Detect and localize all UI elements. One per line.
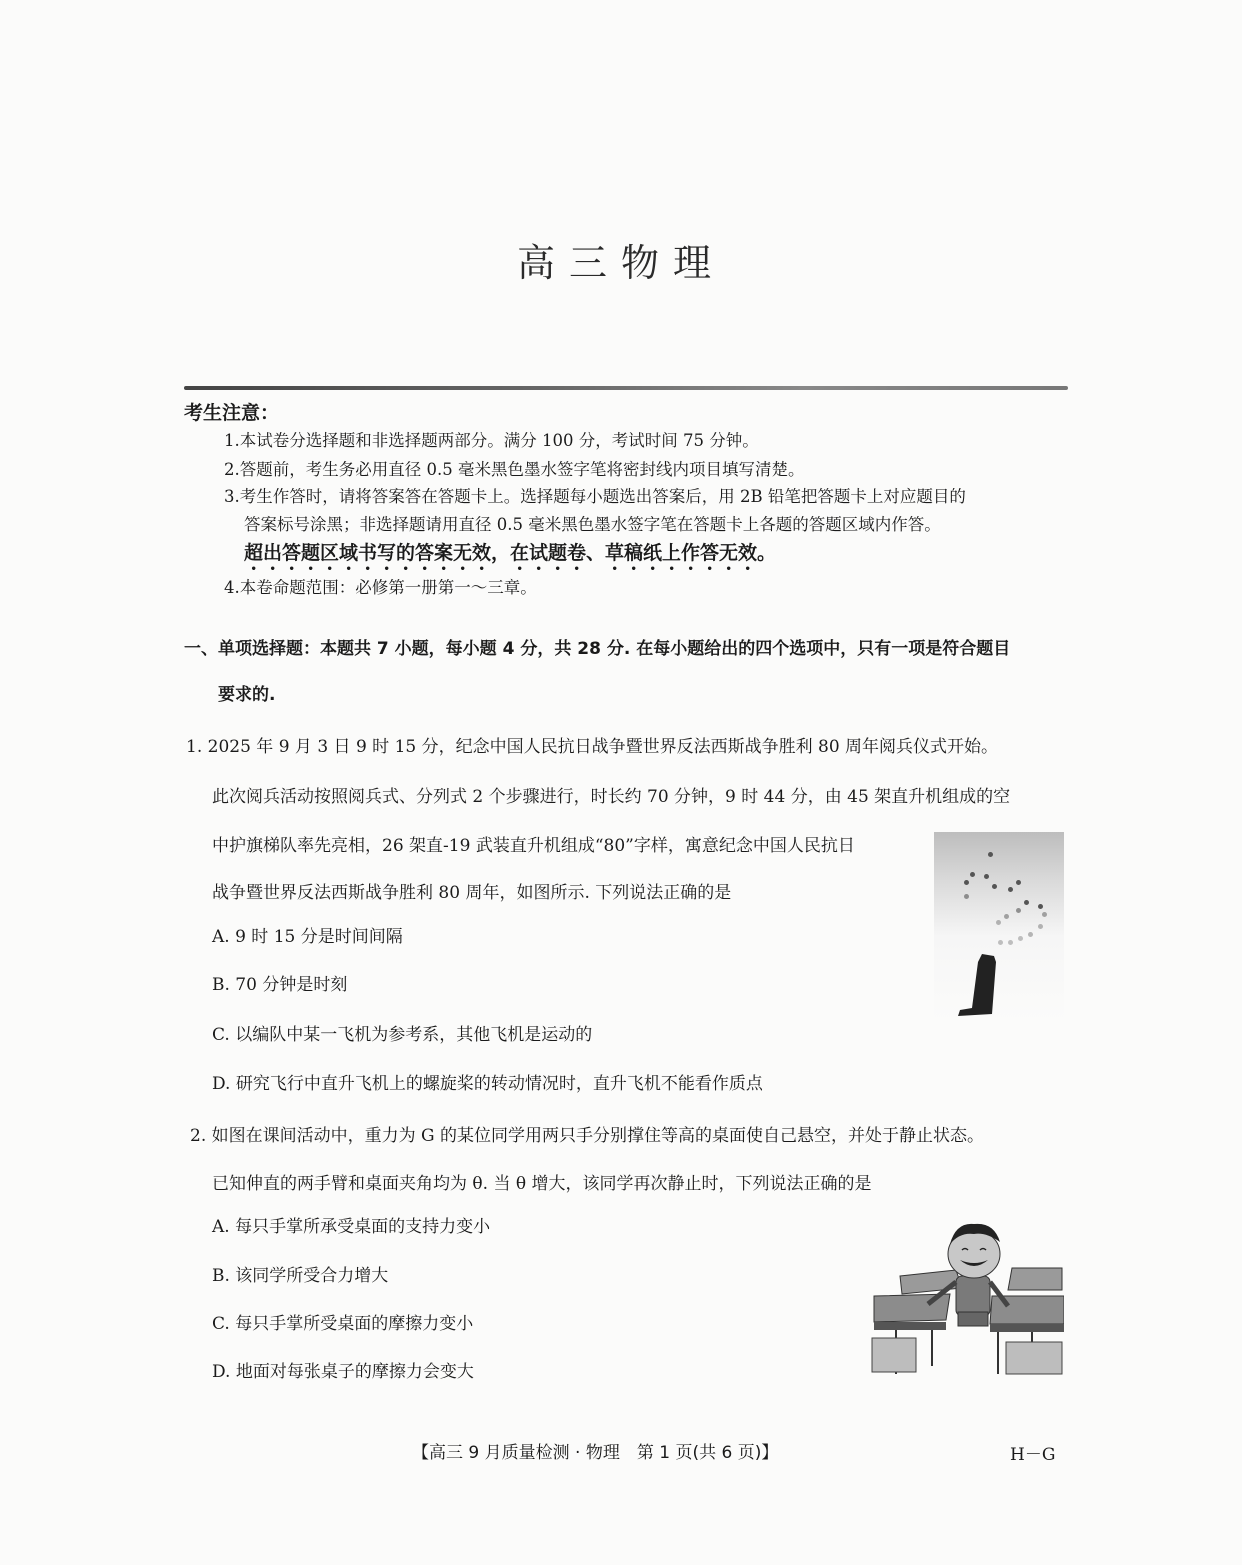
header-divider — [184, 386, 1068, 390]
question-1-line-3: 中护旗梯队率先亮相，26 架直-19 武装直升机组成“80”字样，寓意纪念中国人民抗日 — [212, 836, 855, 856]
question-1-line-1: 1. 2025 年 9 月 3 日 9 时 15 分，纪念中国人民抗日战争暨世界反法西斯战争胜利 80 周年阅兵仪式开始。 — [186, 737, 999, 757]
section-heading-cont: 要求的. — [218, 685, 276, 705]
question-2-line-2: 已知伸直的两手臂和桌面夹角均为 θ. 当 θ 增大，该同学再次静止时，下列说法正确的是 — [212, 1174, 872, 1194]
question-1-option-b: B. 70 分钟是时刻 — [212, 975, 348, 995]
notice-item-3: 3.考生作答时，请将答案答在答题卡上。选择题每小题选出答案后，用 2B 铅笔把答题卡上对应题目的 — [224, 487, 966, 506]
paper-code: H－G — [1010, 1445, 1056, 1465]
question-2-option-b: B. 该同学所受合力增大 — [212, 1266, 389, 1286]
question-2-option-d: D. 地面对每张桌子的摩擦力会变大 — [212, 1362, 474, 1382]
question-1-line-4: 战争暨世界反法西斯战争胜利 80 周年，如图所示. 下列说法正确的是 — [212, 883, 732, 903]
question-1-line-2: 此次阅兵活动按照阅兵式、分列式 2 个步骤进行，时长约 70 分钟，9 时 44 分，由 45 架直升机组成的空 — [212, 787, 1011, 807]
notice-item-4: 4.本卷命题范围：必修第一册第一～三章。 — [224, 578, 537, 597]
section-heading: 一、单项选择题：本题共 7 小题，每小题 4 分，共 28 分. 在每小题给出的四个选项中，只有一项是符合题目 — [184, 639, 1011, 659]
question-1-option-c: C. 以编队中某一飞机为参考系，其他飞机是运动的 — [212, 1025, 593, 1045]
page-footer: 【高三 9 月质量检测 · 物理 第 1 页(共 6 页)】 — [412, 1443, 779, 1463]
monument-icon — [954, 952, 1014, 1018]
question-1-option-d: D. 研究飞行中直升飞机上的螺旋桨的转动情况时，直升飞机不能看作质点 — [212, 1074, 763, 1094]
student-between-desks-illustration — [866, 1216, 1064, 1378]
question-2-line-1: 2. 如图在课间活动中，重力为 G 的某位同学用两只手分别撑住等高的桌面使自己悬空，并处于静止状态。 — [190, 1126, 985, 1146]
notice-item-3-cont: 答案标号涂黑；非选择题请用直径 0.5 毫米黑色墨水签字笔在答题卡上各题的答题区域内作答。 — [244, 515, 941, 534]
question-1-option-a: A. 9 时 15 分是时间间隔 — [212, 927, 403, 947]
helicopter-formation-photo — [934, 832, 1064, 1022]
notice-heading: 考生注意： — [184, 402, 280, 424]
notice-emphasis: 超出答题区域书写的答案无效，在试题卷、草稿纸上作答无效。 — [244, 542, 777, 564]
notice-item-1: 1.本试卷分选择题和非选择题两部分。满分 100 分，考试时间 75 分钟。 — [224, 431, 759, 450]
question-2-option-a: A. 每只手掌所承受桌面的支持力变小 — [212, 1217, 491, 1237]
question-2-option-c: C. 每只手掌所受桌面的摩擦力变小 — [212, 1314, 474, 1334]
exam-title: 高三物理 — [516, 241, 725, 285]
notice-item-2: 2.答题前，考生务必用直径 0.5 毫米黑色墨水签字笔将密封线内项目填写清楚。 — [224, 460, 805, 479]
